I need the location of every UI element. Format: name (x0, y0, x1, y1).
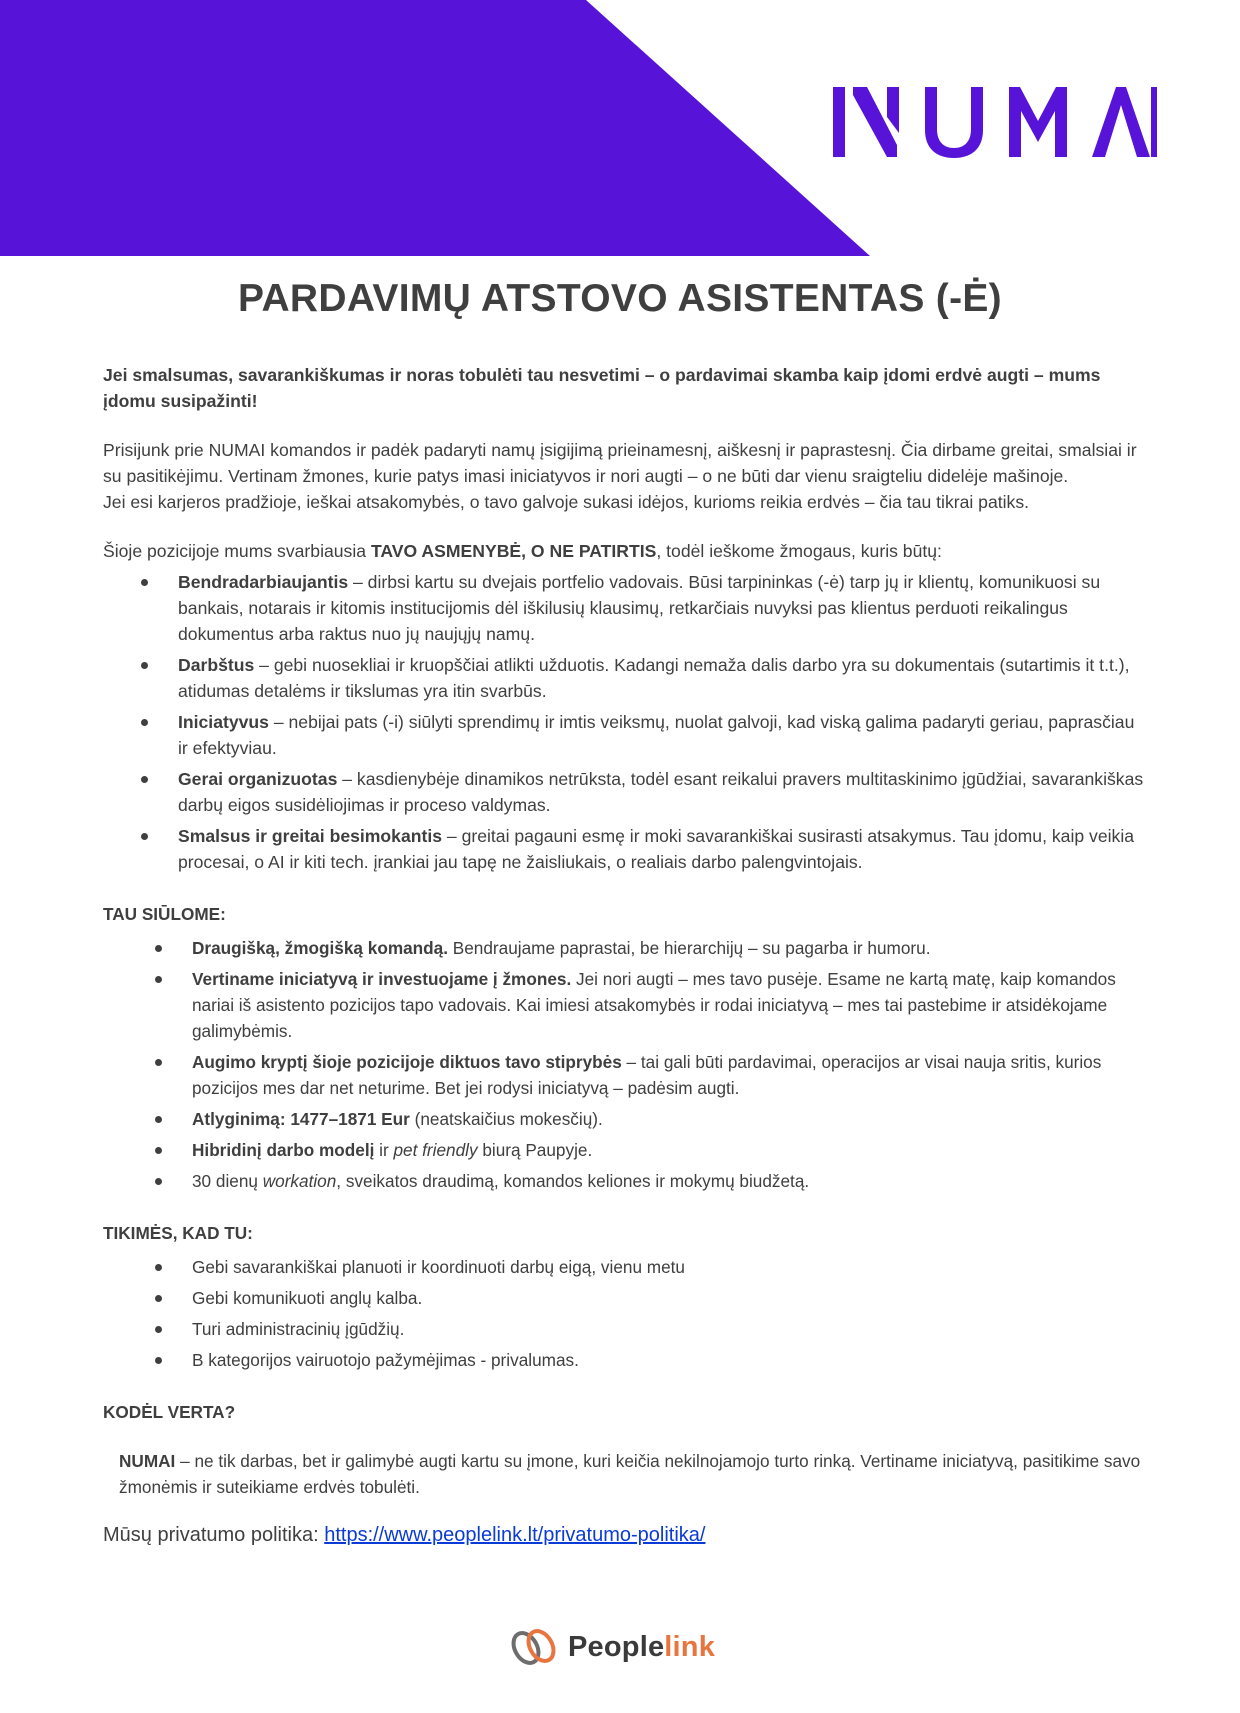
list-item (178, 569, 1147, 647)
trait-text: – dirbsi kartu su dvejais portfelio vadovais. Būsi tarpininkas (-ė) tarp jų ir klientų, komunikuosi su bankais, notarais ir kitomis institucijomis dėl iškilusių klausimų, retkarčiais nuvyksi pas klientus perduoti reikalingus dokumentus arba raktus nuo jų naujųjų namų. (178, 572, 1101, 644)
offer-text: – tai gali būti pardavimai, operacijos ar visai nauja sritis, kurios pozicijos mes dar net neturime. Bet jei rodysi iniciatyvą – padėsim augti. (192, 1052, 1102, 1098)
why-body: – ne tik darbas, bet ir galimybė augti kartu su įmone, kuri keičia nekilnojamojo turto rinką. Vertiname iniciatyvą, pasitikime savo žmonėmis ir suteikiame erdvės tobulėti. (119, 1451, 1141, 1497)
list-item (192, 1049, 1147, 1101)
list-item (192, 935, 1147, 961)
header-banner (0, 0, 870, 256)
list-item (178, 766, 1147, 818)
privacy-policy-link[interactable]: https://www.peoplelink.lt/privatumo-politika/ (324, 1524, 706, 1546)
list-item (192, 1168, 1147, 1194)
about-paragraph: Prisijunk prie NUMAI komandos ir padėk padaryti namų įsigijimą prieinamesnį, aiškesnį ir paprastesnį. Čia dirbame greitai, smalsiai ir su pasitikėjimu. Vertinam žmones, kurie patys imasi iniciatyvos ir nori augti – o ne būti dar vienu sraigteliu didelėje mašinoje. (103, 440, 1137, 486)
numai-logo (833, 87, 1157, 159)
wordmark-part: People (568, 1630, 665, 1663)
offer-section (103, 901, 1147, 1194)
list-item (192, 1137, 1147, 1163)
trait-title: Darbštus (178, 655, 255, 675)
offer-text: ir (374, 1140, 394, 1160)
list-item: B kategorijos vairuotojo pažymėjimas - privalumas. (192, 1347, 1147, 1373)
expect-list (103, 1254, 1147, 1373)
offer-list (103, 935, 1147, 1194)
offer-italic: pet friendly (393, 1140, 478, 1160)
peoplelink-icon (508, 1624, 560, 1670)
expect-heading: TIKIMĖS, KAD TU: (103, 1223, 253, 1243)
lead-text: Šioje pozicijoje mums svarbiausia (103, 541, 371, 561)
trait-text: – gebi nuosekliai ir kruopščiai atlikti užduotis. Kadangi nemaža dalis darbo yra su dokumentais (sutartimis it t.t.), atidumas detalėms ir tikslumas yra itin svarbūs. (178, 655, 1130, 701)
list-item: Turi administracinių įgūdžių. (192, 1316, 1147, 1342)
trait-title: Smalsus ir greitai besimokantis (178, 826, 443, 846)
offer-title: Vertiname iniciatyvą ir investuojame į žmones. (192, 969, 572, 989)
page-title: PARDAVIMŲ ATSTOVO ASISTENTAS (-Ė) (238, 277, 1002, 320)
privacy-policy (103, 1522, 1147, 1548)
privacy-label: Mūsų privatumo politika: (103, 1524, 325, 1546)
traits-list (103, 569, 1147, 875)
lead-text-end: , todėl ieškome žmogaus, kuris būtų: (656, 541, 942, 561)
offer-italic: workation (262, 1171, 337, 1191)
intro-text: Jei smalsumas, savarankiškumas ir noras tobulėti tau nesvetimi – o pardavimai skamba kaip įdomi erdvė augti – mums įdomu susipažinti! (103, 365, 1101, 411)
offer-text: Bendraujame paprastai, be hierarchijų – su pagarba ir humoru. (448, 938, 931, 958)
offer-text: Jei nori augti – mes tavo pusėje. Esame ne kartą matę, kaip komandos nariai iš asistento pozicijos tapo vadovais. Kai imiesi atsakomybės ir rodai iniciatyvą – mes tai pastebime ir atsidėkojame galimybėmis. (192, 969, 1116, 1041)
peoplelink-wordmark (568, 1631, 715, 1664)
list-item (192, 1106, 1147, 1132)
list-item (178, 709, 1147, 761)
list-item (192, 966, 1147, 1044)
lead-emphasis: TAVO ASMENYBĖ, O NE PATIRTIS (370, 541, 657, 561)
offer-text: , sveikatos draudimą, komandos keliones ir mokymų biudžetą. (336, 1171, 810, 1191)
why-section (103, 1399, 1147, 1500)
why-heading: KODĖL VERTA? (103, 1402, 236, 1422)
position-lead (103, 538, 1147, 564)
offer-text: (neatskaičius mokesčių). (409, 1109, 603, 1129)
list-item: Gebi komunikuoti anglų kalba. (192, 1285, 1147, 1311)
offer-text: 30 dienų (192, 1171, 263, 1191)
offer-text: biurą Paupyje. (477, 1140, 593, 1160)
list-item (178, 823, 1147, 875)
trait-text: – greitai pagauni esmę ir moki savarankiškai susirasti atsakymus. Tau įdomu, kaip veikia procesai, o AI ir kiti tech. įrankiai jau tapę ne žaisliukais, o realiais darbo palengvintojais. (178, 826, 1135, 872)
trait-title: Gerai organizuotas (178, 769, 338, 789)
peoplelink-logo (508, 1624, 715, 1670)
trait-text: – nebijai pats (-i) siūlyti sprendimų ir imtis veiksmų, nuolat galvoji, kad viską galima padaryti geriau, paprasčiau ir efektyviau. (178, 712, 1135, 758)
offer-heading: TAU SIŪLOME: (103, 904, 226, 924)
list-item (178, 652, 1147, 704)
why-text (119, 1448, 1147, 1500)
offer-title: Draugišką, žmogišką komandą. (192, 938, 448, 958)
offer-title: Hibridinį darbo modelį (192, 1140, 375, 1160)
why-brand: NUMAI (119, 1451, 176, 1471)
career-paragraph: Jei esi karjeros pradžioje, ieškai atsakomybės, o tavo galvoje sukasi idėjos, kurioms reikia erdvės – čia tau tikrai patiks. (103, 492, 1030, 512)
offer-title: Atlyginimą: 1477–1871 Eur (192, 1109, 410, 1129)
expect-section (103, 1220, 1147, 1373)
offer-title: Augimo kryptį šioje pozicijoje diktuos tavo stiprybės (192, 1052, 622, 1072)
wordmark-part: link (664, 1630, 716, 1663)
trait-text: – kasdienybėje dinamikos netrūksta, todėl esant reikalui pravers multitaskinimo įgūdžiai, savarankiškas darbų eigos susidėliojimas ir proceso valdymas. (178, 769, 1144, 815)
trait-title: Iniciatyvus (178, 712, 269, 732)
trait-title: Bendradarbiaujantis (178, 572, 349, 592)
list-item: Gebi savarankiškai planuoti ir koordinuoti darbų eigą, vienu metu (192, 1254, 1147, 1280)
job-description (103, 362, 1147, 1548)
